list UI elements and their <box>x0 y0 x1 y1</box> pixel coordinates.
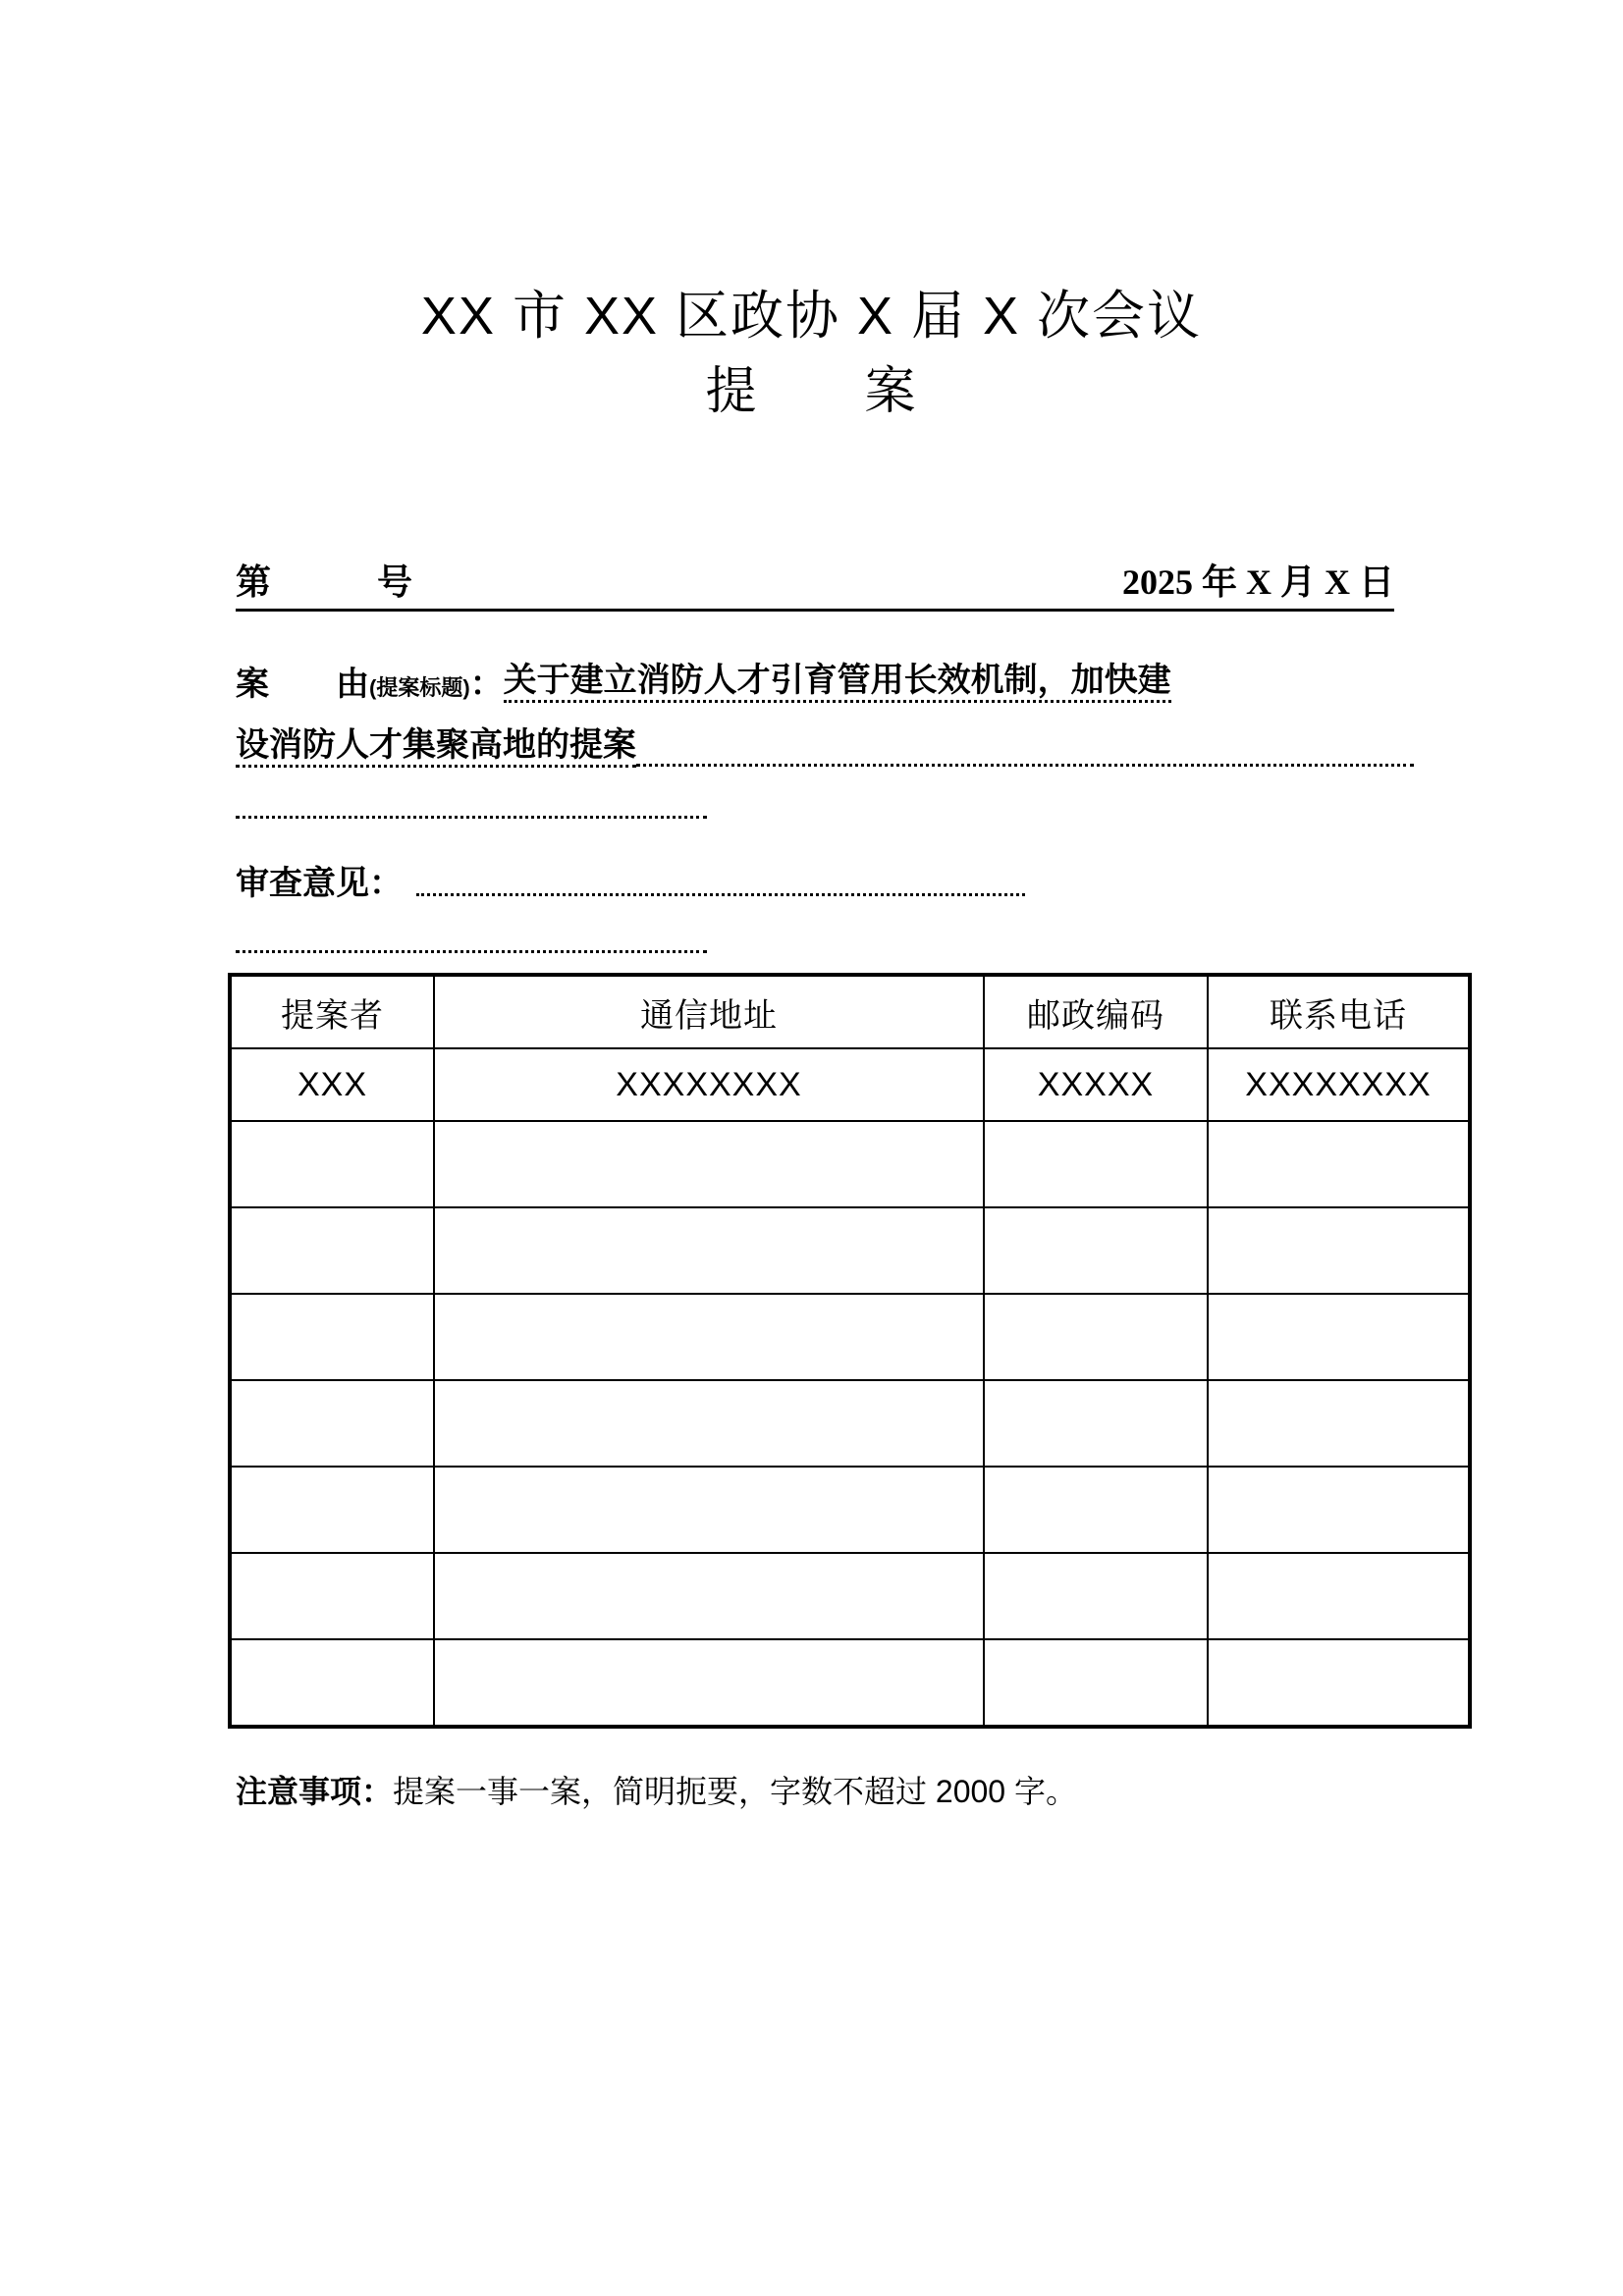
cell-phone[interactable] <box>1208 1294 1470 1380</box>
review-opinion-dotted-rule[interactable] <box>236 950 707 953</box>
cell-address[interactable] <box>434 1553 984 1639</box>
cell-postal-code[interactable]: XXXXX <box>984 1048 1208 1121</box>
case-reason-value-line-2[interactable]: 设消防人才集聚高地的提案 <box>236 727 636 768</box>
proposer-table <box>228 973 1472 1729</box>
table-row[interactable] <box>230 1121 1470 1207</box>
table-header-row <box>230 975 1470 1048</box>
document-meta-row <box>236 555 1394 612</box>
page-title: XX 市 XX 区政协 X 届 X 次会议 <box>420 287 1203 346</box>
table-row[interactable] <box>230 1467 1470 1553</box>
proposer-table-head <box>230 975 1470 1048</box>
case-reason-colon: ： <box>469 665 504 703</box>
review-opinion-input-rule[interactable] <box>416 893 1025 896</box>
document-subtitle: 提 案 <box>705 362 918 420</box>
case-reason-line-3 <box>236 768 1414 825</box>
table-row[interactable] <box>230 1294 1470 1380</box>
cell-address[interactable] <box>434 1639 984 1727</box>
cell-phone[interactable] <box>1208 1121 1470 1207</box>
footer-note <box>236 1767 1473 1812</box>
table-row[interactable] <box>230 1207 1470 1294</box>
cell-postal-code[interactable] <box>984 1207 1208 1294</box>
cell-address[interactable]: XXXXXXXX <box>434 1048 984 1121</box>
case-reason-block <box>236 638 1414 825</box>
review-opinion-line-2 <box>236 902 1414 959</box>
review-opinion-line-1 <box>236 839 1414 902</box>
case-reason-dotted-fill <box>636 764 1414 767</box>
cell-postal-code[interactable] <box>984 1121 1208 1207</box>
footer-note-label: 注意事项： <box>236 1774 394 1809</box>
document-title-block <box>0 285 1623 425</box>
cell-postal-code[interactable] <box>984 1639 1208 1727</box>
column-header-proposer: 提案者 <box>230 975 434 1048</box>
table-row[interactable] <box>230 1048 1470 1121</box>
case-reason-label: 案 由 <box>236 665 369 703</box>
cell-proposer[interactable] <box>230 1467 434 1553</box>
review-opinion-block <box>236 839 1414 959</box>
table-row[interactable] <box>230 1639 1470 1727</box>
cell-proposer[interactable] <box>230 1380 434 1467</box>
cell-phone[interactable] <box>1208 1207 1470 1294</box>
footer-note-text: 提案一事一案，简明扼要，字数不超过 2000 字。 <box>393 1774 1077 1809</box>
cell-address[interactable] <box>434 1294 984 1380</box>
case-reason-label-note: (提案标题) <box>369 674 470 700</box>
cell-postal-code[interactable] <box>984 1380 1208 1467</box>
cell-proposer[interactable] <box>230 1553 434 1639</box>
review-opinion-label: 审查意见： <box>236 864 403 902</box>
cell-phone[interactable] <box>1208 1380 1470 1467</box>
cell-address[interactable] <box>434 1380 984 1467</box>
cell-proposer[interactable] <box>230 1121 434 1207</box>
cell-address[interactable] <box>434 1121 984 1207</box>
cell-address[interactable] <box>434 1467 984 1553</box>
cell-phone[interactable]: XXXXXXXX <box>1208 1048 1470 1121</box>
case-reason-dotted-rule[interactable] <box>236 816 707 819</box>
document-number-label: 第 号 <box>236 562 413 602</box>
cell-postal-code[interactable] <box>984 1553 1208 1639</box>
cell-proposer[interactable] <box>230 1207 434 1294</box>
table-row[interactable] <box>230 1380 1470 1467</box>
cell-proposer[interactable]: XXX <box>230 1048 434 1121</box>
column-header-postal-code: 邮政编码 <box>984 975 1208 1048</box>
cell-phone[interactable] <box>1208 1467 1470 1553</box>
column-header-phone: 联系电话 <box>1208 975 1470 1048</box>
cell-proposer[interactable] <box>230 1639 434 1727</box>
cell-proposer[interactable] <box>230 1294 434 1380</box>
column-header-address: 通信地址 <box>434 975 984 1048</box>
case-reason-line-2 <box>236 703 1414 768</box>
cell-postal-code[interactable] <box>984 1467 1208 1553</box>
cell-address[interactable] <box>434 1207 984 1294</box>
case-reason-value-line-1[interactable]: 关于建立消防人才引育管用长效机制，加快建 <box>504 663 1171 703</box>
document-date: 2025 年 X 月 X 日 <box>1122 562 1394 602</box>
cell-phone[interactable] <box>1208 1553 1470 1639</box>
table-row[interactable] <box>230 1553 1470 1639</box>
cell-postal-code[interactable] <box>984 1294 1208 1380</box>
proposer-table-body <box>230 1048 1470 1727</box>
cell-phone[interactable] <box>1208 1639 1470 1727</box>
case-reason-line-1 <box>236 638 1414 703</box>
